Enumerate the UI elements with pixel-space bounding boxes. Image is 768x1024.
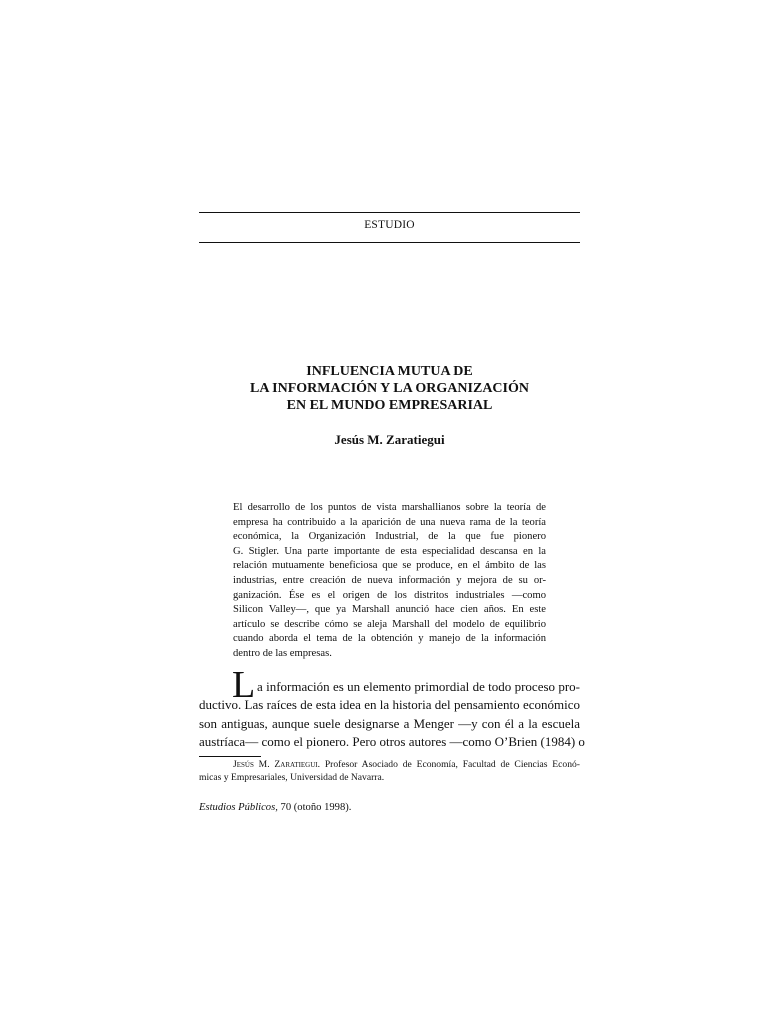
abstract-line: empresa ha contribuido a la aparición de una nueva rama de la teoría — [233, 516, 546, 528]
abstract-line: cuando aborda el tema de la obtención y manejo de la información — [233, 633, 546, 645]
body-paragraph — [199, 664, 585, 752]
abstract — [233, 501, 546, 662]
abstract-line: Silicon Valley—, que ya Marshall anunció hace cien años. En este — [233, 604, 546, 616]
abstract-line: G. Stigler. Una parte importante de esta especialidad descansa en la — [233, 545, 546, 557]
footnote-line: micas y Empresariales, Universidad de Navarra. — [199, 772, 385, 783]
journal-issue: 70 (otoño 1998). — [277, 802, 352, 813]
abstract-line: artículo se describe cómo se aleja Marshall del modelo de equilibrio — [233, 618, 546, 630]
section-label: ESTUDIO — [364, 219, 415, 231]
author-name: Jesús M. Zaratiegui — [334, 432, 445, 447]
header-rule-top — [199, 212, 580, 213]
footnote-text: . Profesor Asociado de Economía, Facultad de Ciencias Econó- — [317, 759, 580, 770]
journal-citation — [199, 802, 351, 813]
footnote-author: Jesús M. Zaratiegui — [233, 759, 318, 770]
body-line: austríaca— como el pionero. Pero otros autores —como O’Brien (1984) o — [199, 734, 585, 750]
title-line: INFLUENCIA MUTUA DE — [306, 364, 473, 379]
body-line: a información es un elemento primordial de todo proceso pro- — [257, 679, 580, 694]
body-line: ductivo. Las raíces de esta idea en la historia del pensamiento económico — [199, 697, 580, 713]
title-line: LA INFORMACIÓN Y LA ORGANIZACIÓN — [250, 381, 529, 396]
abstract-line: industrias, entre creación de nueva información y mejora de su or- — [233, 574, 546, 586]
abstract-line: El desarrollo de los puntos de vista marshallianos sobre la teoría de — [233, 502, 546, 513]
abstract-line: ganización. Ése es el origen de los distritos industriales —como — [233, 589, 546, 601]
journal-name: Estudios Públicos, — [199, 802, 278, 813]
footnote-line — [199, 758, 580, 771]
title-line: EN EL MUNDO EMPRESARIAL — [286, 398, 493, 413]
footnote — [199, 758, 580, 784]
article-title — [199, 363, 580, 414]
abstract-line: económica, la Organización Industrial, de la que fue pionero — [233, 531, 546, 543]
body-line: son antiguas, aunque suele designarse a Menger —y con él a la escuela — [199, 715, 580, 731]
abstract-line: dentro de las empresas. — [233, 647, 332, 659]
abstract-line: relación mutuamente beneficiosa que se produce, en el ámbito de las — [233, 560, 546, 572]
footnote-rule — [199, 756, 261, 757]
drop-cap: L — [232, 664, 256, 706]
header-rule-bottom — [199, 242, 580, 243]
